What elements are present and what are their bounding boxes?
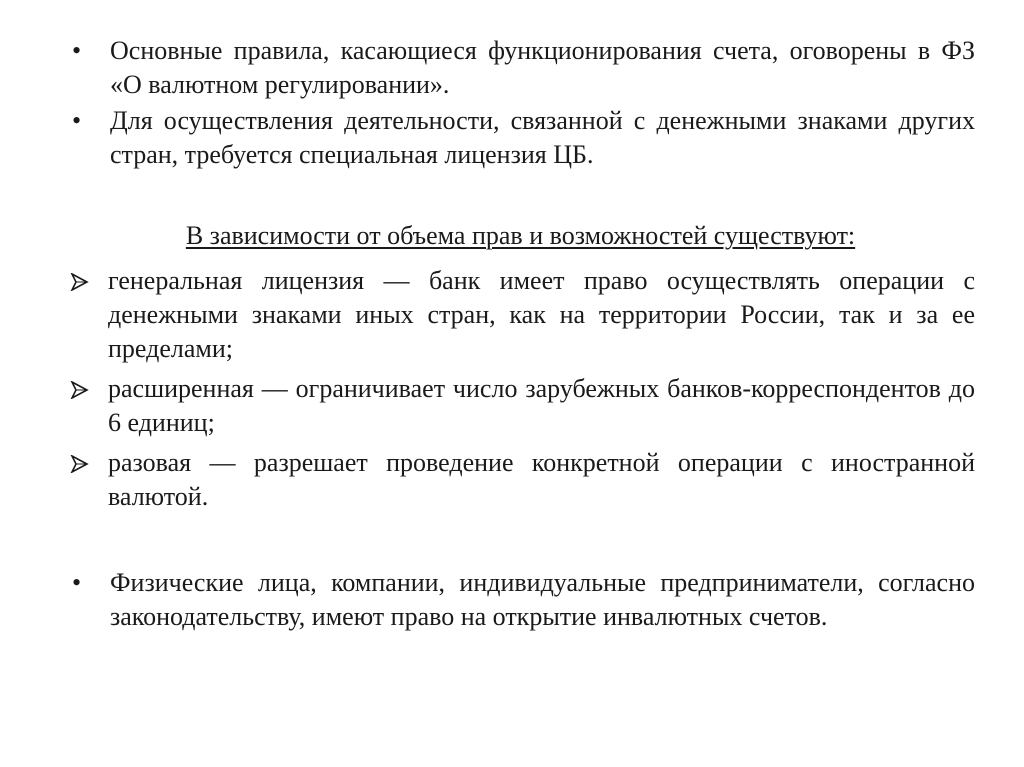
license-item-general [70,264,975,366]
arrow-bullet-icon [70,264,108,291]
bullet-marker: • [72,568,82,597]
bullet-item-license [70,104,975,172]
bullet-marker: • [72,36,82,65]
bullet-text: Для осуществления деятельности, связанной с денежными знаками других стран, требуется специальная лицензия ЦБ. [110,106,975,169]
license-text: расширенная — ограничивает число зарубежных банков-корреспондентов до 6 единиц; [108,374,975,437]
license-item-single [70,446,975,514]
section-heading-text: В зависимости от объема прав и возможностей существуют: [185,221,856,250]
bullet-marker: • [72,106,82,135]
arrow-bullet-icon [70,372,108,399]
license-text: генеральная лицензия — банк имеет право осуществлять операции с денежными знаками иных стран, как на территории России, так и за ее пределами; [108,266,975,363]
bullet-text: Основные правила, касающиеся функционирования счета, оговорены в ФЗ «О валютном регулировании». [110,36,975,99]
bullet-item-rules [70,34,975,102]
license-item-extended [70,372,975,440]
section-heading [108,219,933,253]
arrow-bullet-icon [70,446,108,473]
bullet-text: Физические лица, компании, индивидуальные предприниматели, согласно законодательству, имеют право на открытие инвалютных счетов. [110,568,975,631]
bullet-item-individuals [70,566,975,634]
license-text: разовая — разрешает проведение конкретной операции с иностранной валютой. [108,448,975,511]
